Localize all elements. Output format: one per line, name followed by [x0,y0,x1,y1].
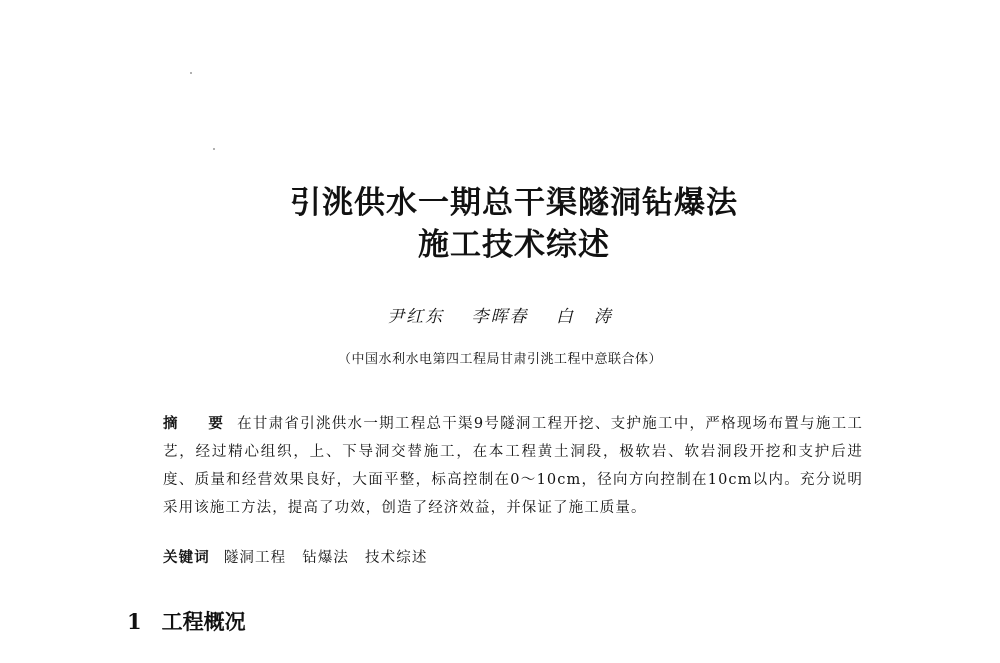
keywords [163,544,863,572]
keywords-label: 关键词 [163,550,210,566]
scan-speck [213,148,215,150]
author-name: 白 涛 [555,307,613,327]
abstract [163,410,863,522]
author-name: 李晖春 [471,307,529,327]
abstract-label: 摘 要 [163,416,232,432]
scan-speck [190,72,192,74]
section-heading [127,606,246,636]
abstract-text: 在甘肃省引洮供水一期工程总干渠9号隧洞工程开挖、支护施工中，严格现场布置与施工工艺，经过精心组织，上、下导洞交替施工，在本工程黄土洞段，极软岩、软岩洞段开挖和支护后进度、质量和经营效果良好，大面平整，标高控制在0～10cm，径向方向控制在10cm以内。充分说明采用该施工方法，提高了功效，创造了经济效益，并保证了施工质量。 [163,416,863,516]
author-affiliation: （中国水利水电第四工程局甘肃引洮工程中意联合体） [337,352,662,367]
paper-title-line-1: 引洮供水一期总干渠隧洞钻爆法 [290,185,738,221]
section-title: 工程概况 [161,609,246,634]
author-name: 尹红东 [387,307,445,327]
paper-title-line-2: 施工技术综述 [418,227,610,263]
author-list [0,302,1000,327]
keyword: 隧洞工程 [223,550,287,566]
keyword: 技术综述 [365,550,428,566]
section-number: 1 [127,609,142,634]
keyword: 钻爆法 [302,550,350,566]
